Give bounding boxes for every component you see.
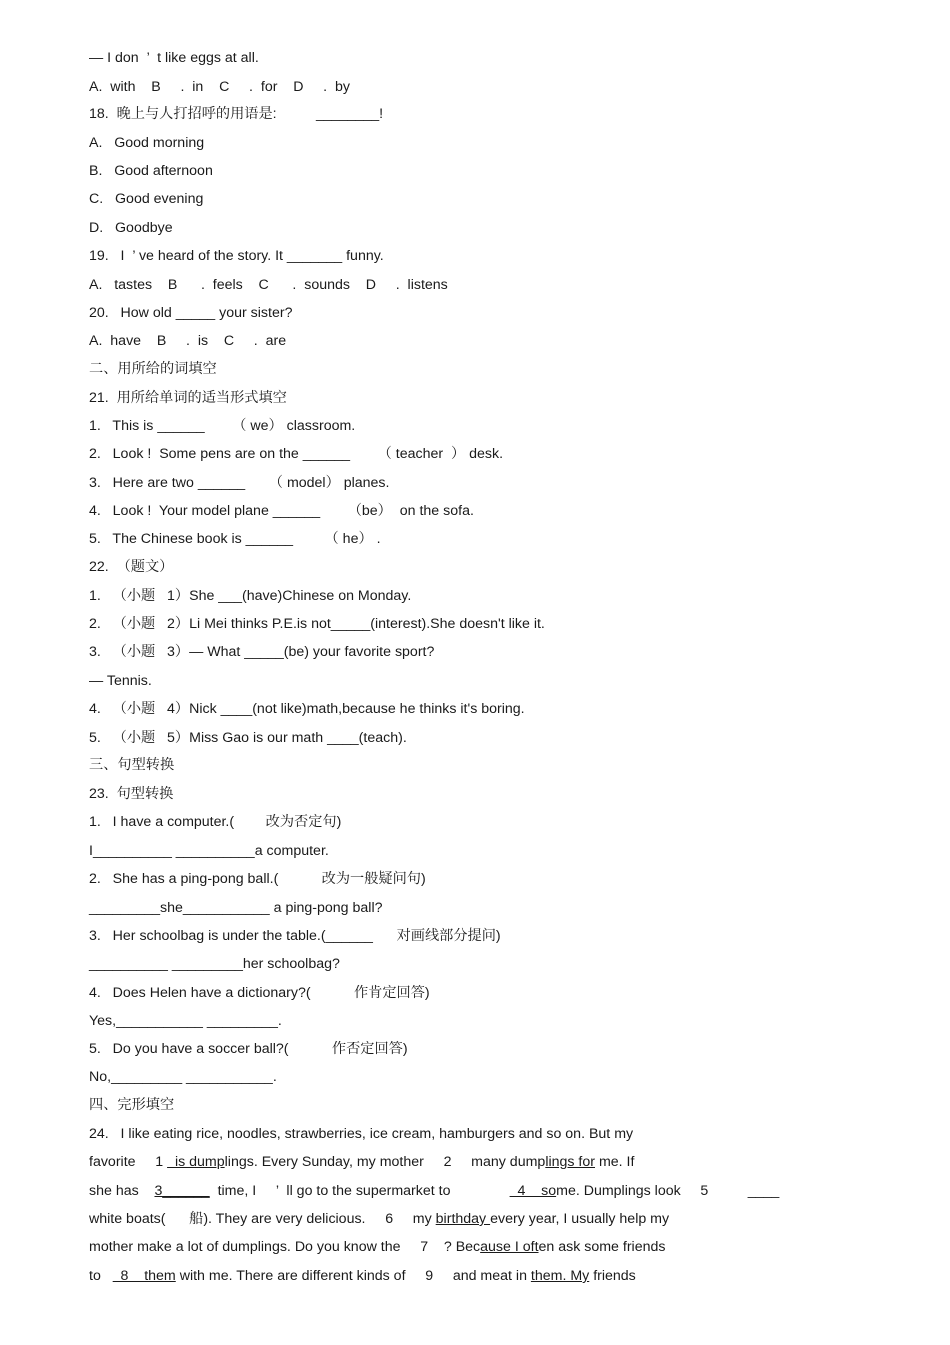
option-a: A. Good morning (89, 135, 205, 151)
text-line: 5. The Chinese book is ______ （ he） . (89, 531, 381, 547)
cloze-underline: 8 them (112, 1268, 176, 1284)
question-19: 19. I ’ ve heard of the story. It _______ funny. (89, 248, 384, 264)
text-line: No,_________ ___________. (89, 1069, 277, 1085)
cloze-underline: ause I oft (480, 1239, 539, 1255)
section-heading: 四、完形填空 (89, 1097, 175, 1113)
text-line: __________ _________her schoolbag? (89, 956, 340, 972)
text-line: A. tastes B . feels C . sounds D . listens (89, 277, 448, 293)
cloze-line-2 (89, 1153, 634, 1171)
cloze-text: every year, I usually help my (490, 1211, 670, 1227)
text-line: A. have B . is C . are (89, 333, 287, 349)
option-b: B. Good afternoon (89, 163, 213, 179)
cloze-text: me. If (595, 1154, 635, 1170)
text-line: 4. （小题 4）Nick ____(not like)math,because he thinks it's boring. (89, 701, 525, 717)
cloze-text: friends (589, 1268, 636, 1284)
cloze-text: me. Dumplings look 5 (556, 1183, 748, 1199)
question-18: 18. 晚上与人打招呼的用语是: ________! (89, 106, 384, 122)
cloze-underline: 4 so (509, 1183, 557, 1199)
cloze-text: mother make a lot of dumplings. Do you know the 7 ? Bec (89, 1239, 481, 1255)
text-line: 1. （小题 1）She ___(have)Chinese on Monday. (89, 588, 412, 604)
cloze-underline: 3______ (154, 1183, 210, 1199)
text-line: — Tennis. (89, 673, 152, 689)
section-heading: 三、句型转换 (89, 757, 175, 773)
text-line: 1. I have a computer.( 改为否定句) (89, 814, 342, 830)
option-d: D. Goodbye (89, 220, 173, 236)
cloze-line-4 (89, 1210, 669, 1228)
question-20: 20. How old _____ your sister? (89, 305, 293, 321)
cloze-text: favorite 1 (89, 1154, 168, 1170)
question-21: 21. 用所给单词的适当形式填空 (89, 390, 287, 406)
text-line: 3. （小题 3）— What _____(be) your favorite sport? (89, 644, 435, 660)
text-line: _________she___________ a ping-pong ball? (89, 900, 383, 916)
section-heading: 二、用所给的词填空 (89, 361, 217, 377)
cloze-line-1: 24. I like eating rice, noodles, strawberries, ice cream, hamburgers and so on. But my (89, 1126, 634, 1142)
text-line: Yes,___________ _________. (89, 1013, 282, 1029)
text-line: 2. She has a ping-pong ball.( 改为一般疑问句) (89, 871, 426, 887)
cloze-underline: birthday (435, 1211, 491, 1227)
question-22: 22. （题文） (89, 559, 174, 575)
text-line: 5. Do you have a soccer ball?( 作否定回答) (89, 1041, 408, 1057)
cloze-text: she has (89, 1183, 155, 1199)
cloze-text: time, I ’ ll go to the supermarket to (209, 1183, 510, 1199)
cloze-line-5 (89, 1238, 665, 1256)
cloze-underline: lings for (545, 1154, 595, 1170)
text-line: 1. This is ______ （ we） classroom. (89, 418, 356, 434)
cloze-text: en ask some friends (538, 1239, 666, 1255)
option-c: C. Good evening (89, 191, 204, 207)
text-line: I__________ __________a computer. (89, 843, 329, 859)
text-line: 3. Here are two ______ （ model） planes. (89, 475, 390, 491)
text-line: 2. （小题 2）Li Mei thinks P.E.is not_____(interest).She doesn't like it. (89, 616, 545, 632)
text-line: 4. Does Helen have a dictionary?( 作肯定回答) (89, 985, 430, 1001)
cloze-underline: is dump (167, 1154, 225, 1170)
cloze-text: white boats( 船). They are very delicious. 6 my (89, 1211, 436, 1227)
text-line: 5. （小题 5）Miss Gao is our math ____(teach). (89, 730, 407, 746)
question-23: 23. 句型转换 (89, 786, 174, 802)
cloze-text: to (89, 1268, 113, 1284)
cloze-line-3 (89, 1182, 779, 1200)
cloze-line-6 (89, 1267, 636, 1285)
cloze-text: with me. There are different kinds of 9 and meat in (175, 1268, 531, 1284)
text-line: A. with B . in C . for D . by (89, 79, 350, 95)
cloze-text: ____ (747, 1183, 780, 1199)
text-line: 3. Her schoolbag is under the table.(______ 对画线部分提问) (89, 928, 501, 944)
cloze-underline: them. My (530, 1268, 590, 1284)
cloze-text: lings. Every Sunday, my mother 2 many dump (224, 1154, 546, 1170)
text-line: — I don ’ t like eggs at all. (89, 50, 259, 66)
text-line: 4. Look ! Your model plane ______ （be） on the sofa. (89, 503, 474, 519)
text-line: 2. Look ! Some pens are on the ______ （ teacher ） desk. (89, 446, 504, 462)
